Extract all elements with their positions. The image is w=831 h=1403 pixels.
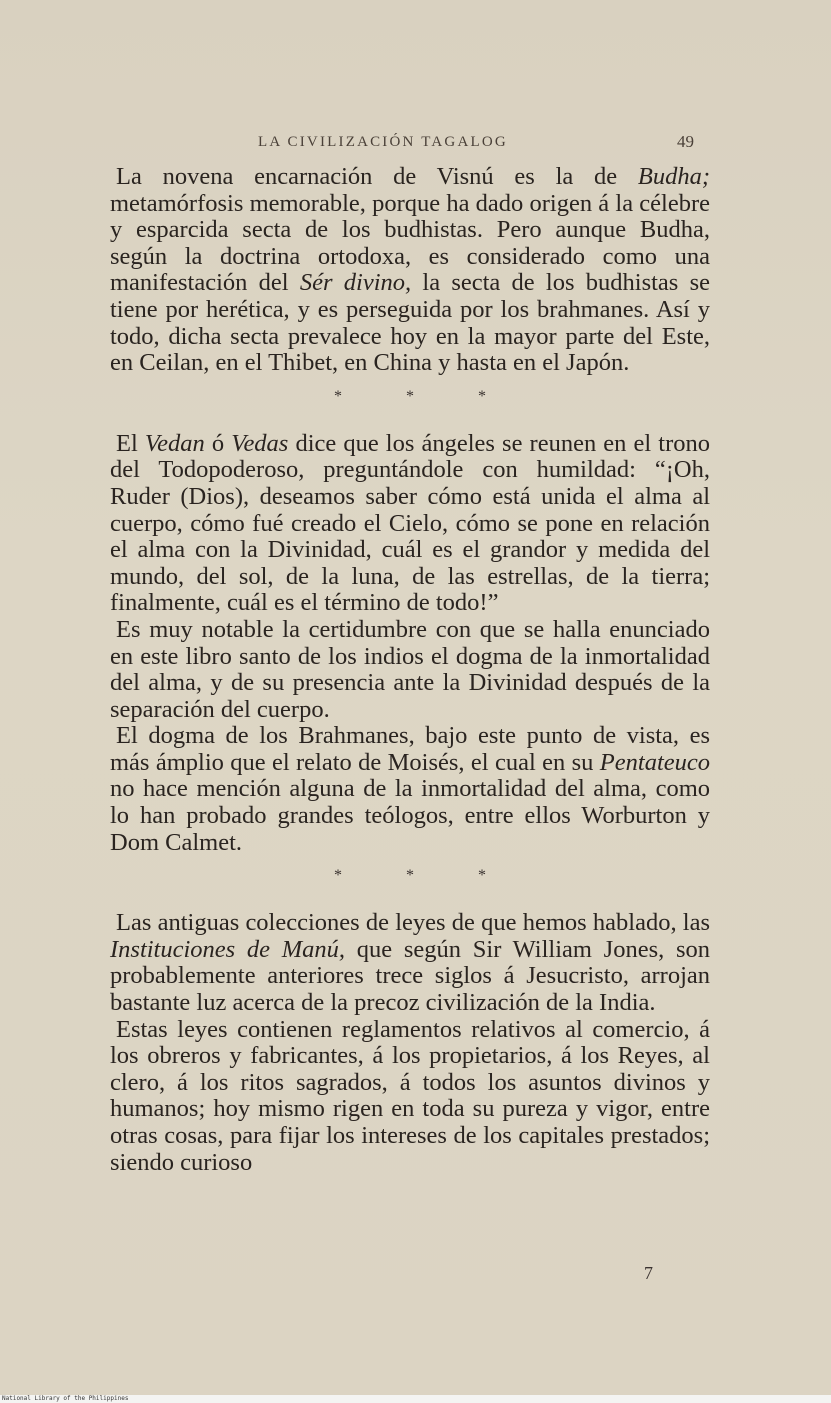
italic-text: Pentateuco bbox=[599, 748, 710, 776]
italic-text: Budha; bbox=[637, 163, 710, 190]
section-separator: * * * bbox=[334, 387, 516, 405]
paragraph bbox=[110, 723, 710, 856]
text-run: El dogma de los Brahmanes, bajo este punto de vista, es más ámplio que el relato de Moisés, el cual en su bbox=[110, 722, 710, 776]
italic-text: Sér divino, bbox=[299, 269, 412, 297]
text-run: Las antiguas colecciones de leyes de que hemos hablado, las bbox=[116, 909, 710, 937]
paragraph bbox=[110, 617, 710, 723]
text-run: la secta de los budhistas se tiene por herética, y es perseguida por los brahmanes. Así y todo, dicha secta prevalece hoy en la mayor parte del Este, en Ceilan, en el Thibet, en China y hasta en el Japón. bbox=[110, 269, 710, 377]
text-run: que según Sir William Jones, son probablemente anteriores trece siglos á Jesucristo, arrojan bastante luz acerca de la precoz civilización de la India. bbox=[110, 935, 710, 1017]
section-separator: * * * bbox=[334, 867, 516, 885]
paragraph bbox=[110, 164, 710, 377]
text-run: La novena encarnación de Visnú es la de bbox=[116, 163, 638, 190]
page-header bbox=[110, 132, 710, 156]
text-run: metamórfosis memorable, porque ha dado origen á la célebre y esparcida secta de los budhistas. Pero aunque Budha, según la doctrina ortodoxa, es considerado como una manifestación del bbox=[110, 189, 710, 297]
paragraph bbox=[110, 431, 710, 617]
italic-text: Instituciones de Manú, bbox=[110, 935, 346, 963]
page-number: 49 bbox=[677, 132, 694, 151]
text-run: Estas leyes contienen reglamentos relativos al comercio, á los obreros y fabricantes, á los propietarios, á los Reyes, al clero, á los ritos sagrados, á todos los asuntos divinos y humanos; hoy mismo rigen en toda su pureza y vigor, entre otras cosas, para fijar los intereses de los capitales prestados; siendo curioso bbox=[110, 1015, 710, 1176]
scan-credit: National Library of the Philippines bbox=[2, 1395, 129, 1402]
text-run: ó bbox=[204, 429, 232, 457]
body-text bbox=[110, 164, 710, 1176]
text-run: dice que los ángeles se reunen en el trono del Todopoderoso, preguntándole con humildad: “¡Oh, Ruder (Dios), deseamos saber cómo está unida el alma al cuerpo, cómo fué creado el Cielo, cómo se pone en relación el alma con la Divinidad, cuál es el grandor y medida del mundo, del sol, de la luna, de las estrellas, de la tierra; finalmente, cuál es el término de todo!” bbox=[110, 429, 711, 617]
paragraph bbox=[110, 910, 710, 1016]
text-run: Es muy notable la certidumbre con que se halla enunciado en este libro santo de los indios el dogma de la inmortalidad del alma, y de su presencia ante la Divinidad después de la separación del cuerpo. bbox=[110, 615, 710, 723]
signature-mark: 7 bbox=[644, 1263, 653, 1283]
paragraph bbox=[110, 1017, 710, 1177]
italic-text: Vedan bbox=[144, 429, 205, 457]
text-run: El bbox=[116, 429, 145, 457]
italic-text: Vedas bbox=[231, 429, 289, 457]
text-run: no hace mención alguna de la inmortalidad del alma, como lo han probado grandes teólogos, entre ellos Worburton y Dom Calmet. bbox=[110, 775, 710, 856]
running-title: LA CIVILIZACIÓN TAGALOG bbox=[258, 134, 508, 150]
